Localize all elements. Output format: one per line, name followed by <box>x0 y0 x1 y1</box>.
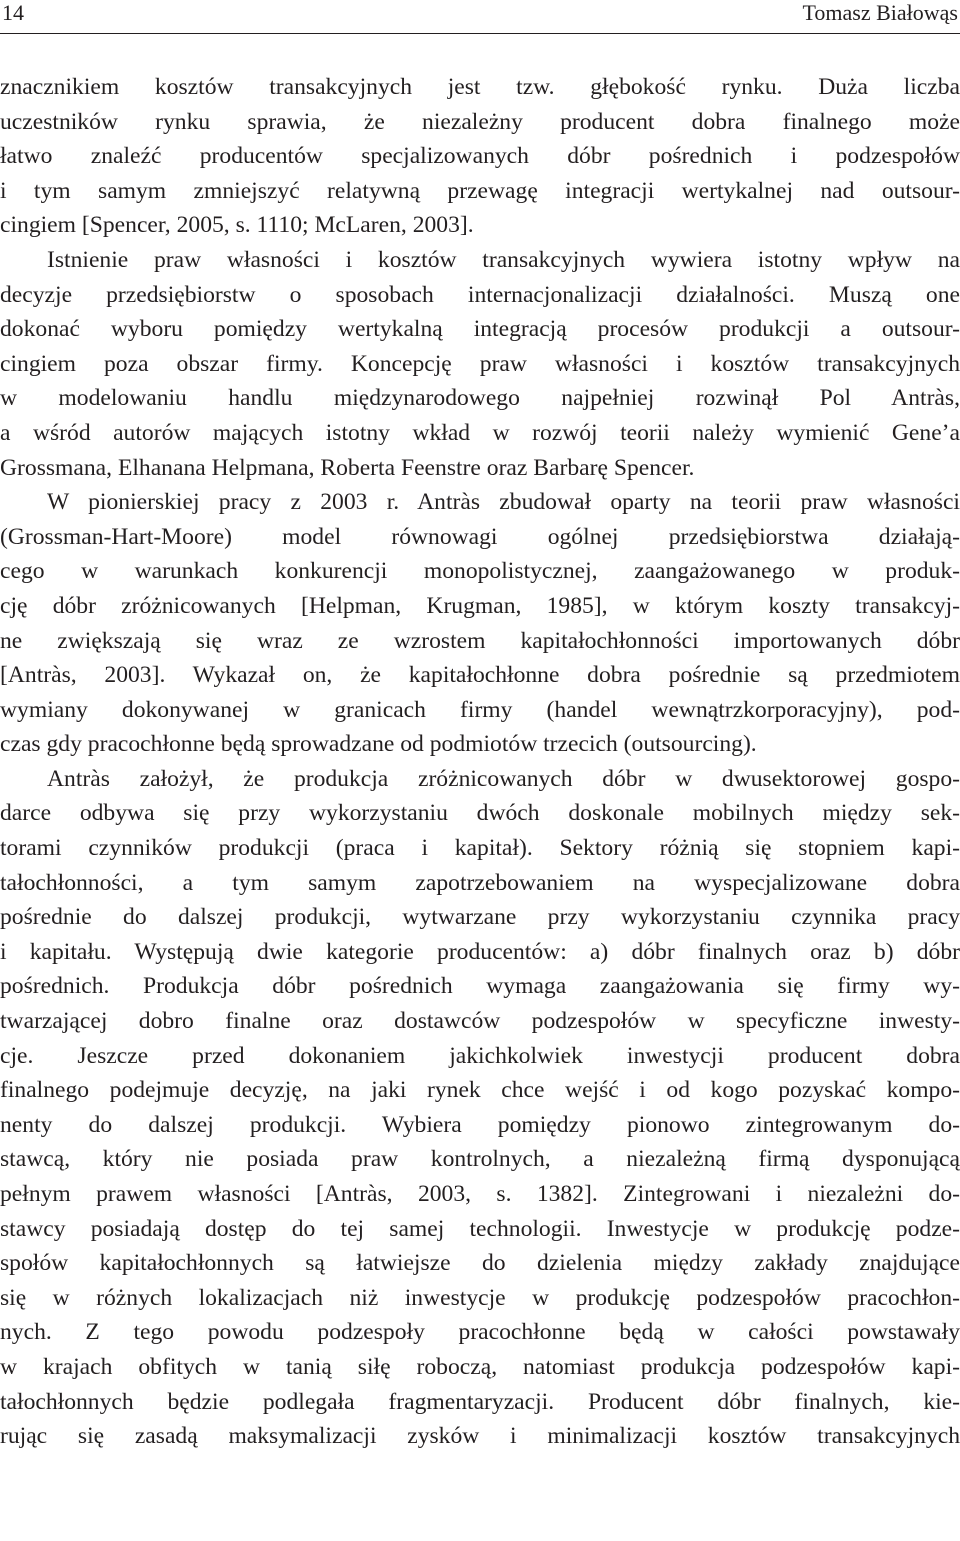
text-line: uczestników rynku sprawia, że niezależny producent dobra finalnego może <box>0 108 960 135</box>
text-line: decyzje przedsiębiorstw o sposobach internacjonalizacji działalności. Muszą one <box>0 281 960 308</box>
text-line: znacznikiem kosztów transakcyjnych jest tzw. głębokość rynku. Duża liczba <box>0 74 960 100</box>
text-line: się w różnych lokalizacjach niż inwestycje w produkcję podzespołów pracochłon- <box>0 1284 960 1311</box>
text-line: cje. Jeszcze przed dokonaniem jakichkolwiek inwestycji producent dobra <box>0 1042 960 1069</box>
body-text <box>0 70 960 1454</box>
text-line: a wśród autorów mających istotny wkład w rozwój teorii należy wymienić Gene’a <box>0 419 960 446</box>
text-line: (Grossman-Hart-Moore) model równowagi ogólnej przedsiębiorstwa działają- <box>0 523 960 550</box>
text-line: torami czynników produkcji (praca i kapitał). Sektory różnią się stopniem kapi- <box>0 835 960 862</box>
text-line: finalnego podejmuje decyzję, na jaki rynek chce wejść i od kogo pozyskać kompo- <box>0 1077 960 1104</box>
text-line: stawcy posiadają dostęp do tej samej technologii. Inwestycje w produkcję podze- <box>0 1215 960 1242</box>
text-line: łatwo znaleźć producentów specjalizowanych dóbr pośrednich i podzespołów <box>0 143 960 170</box>
header-rule <box>0 33 960 34</box>
text-line: tałochłonnych będzie podlegała fragmentaryzacji. Producent dóbr finalnych, kie- <box>0 1388 960 1415</box>
text-line: cego w warunkach konkurencji monopolistycznej, zaangażowanego w produk- <box>0 558 960 585</box>
text-line: wymiany dokonywanej w granicach firmy (handel wewnątrzkorporacyjny), pod- <box>0 696 960 723</box>
text-line: tałochłonności, a tym samym zapotrzebowaniem na wyspecjalizowane dobra <box>0 869 960 896</box>
text-line: i tym samym zmniejszyć relatywną przewagę integracji wertykalnej nad outsour- <box>0 177 960 204</box>
text-line: rując się zasadą maksymalizacji zysków i minimalizacji kosztów transakcyjnych <box>0 1423 960 1450</box>
text-line: W pionierskiej pracy z 2003 r. Antràs zbudował oparty na teorii praw własności <box>47 489 960 516</box>
text-line: nych. Z tego powodu podzespoły pracochłonne będą w całości powstawały <box>0 1319 960 1346</box>
text-line: twarzającej dobro finalne oraz dostawców podzespołów w specyficzne inwesty- <box>0 1008 960 1035</box>
text-line: nenty do dalszej produkcji. Wybiera pomiędzy pionowo zintegrowanym do- <box>0 1111 960 1138</box>
text-line: w modelowaniu handlu międzynarodowego najpełniej rozwinął Pol Antràs, <box>0 385 960 412</box>
text-line: społów kapitałochłonnych są łatwiejsze do dzielenia między zakłady znajdujące <box>0 1250 960 1277</box>
text-line: cję dóbr zróżnicowanych [Helpman, Krugman, 1985], w którym koszty transakcyj- <box>0 592 960 619</box>
text-line: cingiem poza obszar firmy. Koncepcję praw własności i kosztów transakcyjnych <box>0 350 960 377</box>
text-line: ne zwiększają się wraz ze wzrostem kapitałochłonności importowanych dóbr <box>0 627 960 654</box>
text-line: [Antràs, 2003]. Wykazał on, że kapitałochłonne dobra pośrednie są przedmiotem <box>0 662 960 689</box>
text-line: dokonać wyboru pomiędzy wertykalną integracją procesów produkcji a outsour- <box>0 316 960 343</box>
text-line: Grossmana, Elhanana Helpmana, Roberta Feenstre oraz Barbarę Spencer. <box>0 454 695 481</box>
running-author: Tomasz Białowąs <box>802 0 958 25</box>
text-line: czas gdy pracochłonne będą sprowadzane od podmiotów trzecich (outsourcing). <box>0 731 757 758</box>
text-line: w krajach obfitych w tanią siłę roboczą, natomiast produkcja podzespołów kapi- <box>0 1353 960 1380</box>
text-line: darce odbywa się przy wykorzystaniu dwóch doskonale mobilnych między sek- <box>0 800 960 827</box>
text-line: cingiem [Spencer, 2005, s. 1110; McLaren, 2003]. <box>0 212 474 239</box>
text-line: stawcą, który nie posiada praw kontrolnych, a niezależną firmą dysponującą <box>0 1146 960 1173</box>
page-number: 14 <box>2 0 24 25</box>
text-line: Antràs założył, że produkcja zróżnicowanych dóbr w dwusektorowej gospo- <box>47 765 960 792</box>
text-line: Istnienie praw własności i kosztów transakcyjnych wywiera istotny wpływ na <box>47 246 960 273</box>
text-line: pośrednie do dalszej produkcji, wytwarzane przy wykorzystaniu czynnika pracy <box>0 904 960 931</box>
text-line: pośrednich. Produkcja dóbr pośrednich wymaga zaangażowania się firmy wy- <box>0 973 960 1000</box>
text-line: pełnym prawem własności [Antràs, 2003, s. 1382]. Zintegrowani i niezależni do- <box>0 1181 960 1207</box>
running-header <box>0 0 960 30</box>
text-line: i kapitału. Występują dwie kategorie producentów: a) dóbr finalnych oraz b) dóbr <box>0 938 960 965</box>
